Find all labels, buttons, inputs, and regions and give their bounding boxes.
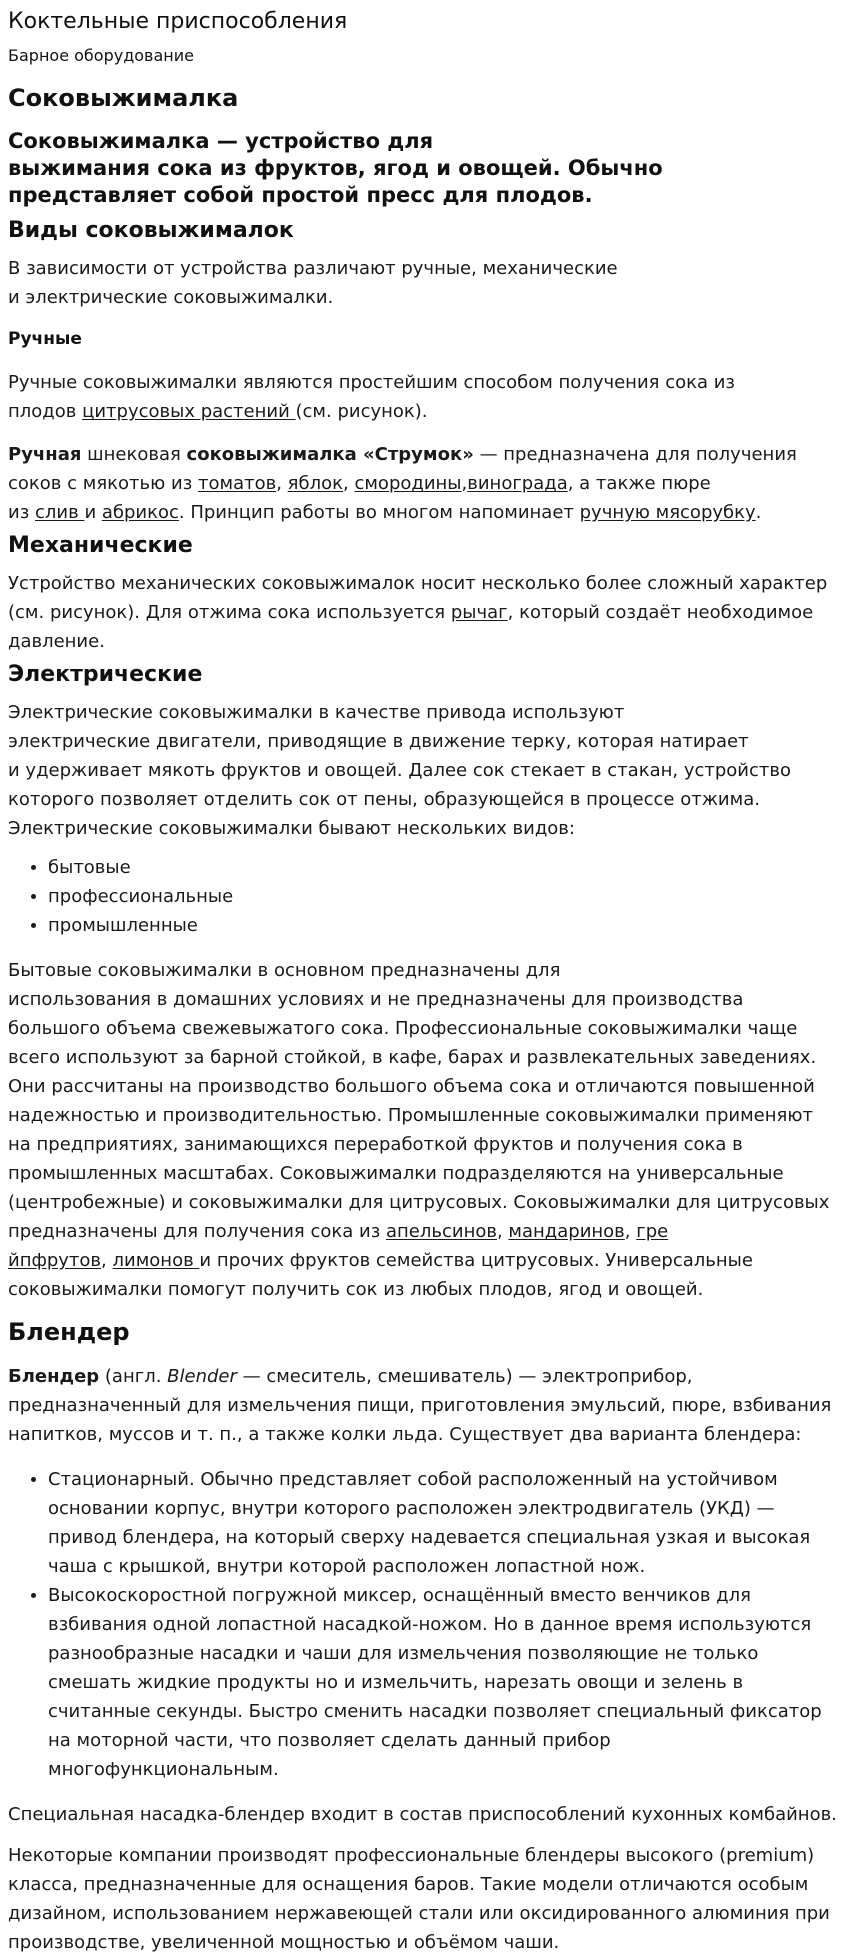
variant-2-line-2: взбивания одной лопастной насадкой-ножом. Но в данное время используются [48, 1614, 812, 1635]
variant-1-line-2: основании корпус, внутри которого расположен электродвигатель (УКД) — [48, 1498, 775, 1519]
details-line-9: (центробежные) и соковыжималки для цитрусовых. Соковыжималки для цитрусовых [8, 1192, 830, 1213]
electric-line-4: которого позволяет отделить сок от пены, образующейся в процессе отжима. [8, 789, 760, 810]
blender-intro-text-1: (англ. [99, 1366, 168, 1387]
mechanical-paragraph [8, 569, 839, 656]
manual-p2-text-2: — предназначена для получения [473, 444, 797, 465]
blender-english-term: Blender [167, 1366, 237, 1387]
blender-variants-list [8, 1465, 839, 1784]
premium-line-2: класса, предназначенные для оснащения баров. Такие модели отличаются особым [8, 1874, 809, 1895]
premium-line-1: Некоторые компании производят профессиональные блендеры высокого (premium) [8, 1845, 815, 1866]
manual-p2-text-4: , а также пюре [567, 473, 711, 494]
mechanical-line-3: давление. [8, 631, 105, 652]
details-line-11-b: и прочих фруктов семейства цитрусовых. Универсальные [199, 1250, 753, 1271]
manual-p2-comma-1: , [276, 473, 288, 494]
details-line-11-a: , [101, 1250, 113, 1271]
lever-link[interactable]: рычаг [450, 602, 508, 623]
manual-paragraph-1-text-a: Ручные соковыжималки являются простейшим способом получения сока из [8, 372, 736, 393]
juicer-types-heading: Виды соковыжималок [8, 218, 294, 243]
manual-paragraph-1-text-b: плодов [8, 401, 83, 422]
premium-line-4: производстве, увеличенной мощностью и объёмом чаши. [8, 1932, 560, 1953]
tomatoes-link[interactable]: томатов [198, 473, 277, 494]
juicer-lead-line-2: выжимания сока из фруктов, ягод и овощей. Обычно [8, 156, 663, 180]
manual-paragraph-1-text-c: (см. рисунок). [295, 401, 428, 422]
details-line-2: использования в домашних условиях и не предназначены для производства [8, 989, 744, 1010]
juicer-lead-line-1: Соковыжималка — устройство для [8, 129, 434, 153]
premium-paragraph [8, 1841, 839, 1957]
details-line-3: большого объема свежевыжатого сока. Профессиональные соковыжималки чаще [8, 1018, 798, 1039]
blender-intro-text-2: — смеситель, смешиватель) — электроприбор, [236, 1366, 693, 1387]
juicer-types-intro [8, 254, 839, 312]
variant-1-line-4: чаша с крышкой, внутри которой расположен лопастной нож. [48, 1556, 646, 1577]
manual-p2-text-7: . Принцип работы во многом напоминает [178, 502, 580, 523]
list-item: • промышленные [48, 911, 839, 940]
manual-bold-word: Ручная [8, 444, 82, 465]
juicer-lead-line-3: представляет собой простой пресс для плодов. [8, 183, 593, 207]
variant-2-line-5: считанные секунды. Быстро сменить насадки позволяет специальный фиксатор [48, 1701, 822, 1722]
details-line-10-a: предназначены для получения сока из [8, 1221, 386, 1242]
blender-intro-line-3: напитков, муссов и т. п., а также колки льда. Существует два варианта блендера: [8, 1424, 802, 1445]
mandarins-link[interactable]: мандаринов [508, 1221, 625, 1242]
variant-2-line-4: смешать жидкие продукты но и измельчить, нарезать овощи и зелень в [48, 1672, 744, 1693]
details-line-7: на предприятиях, занимающихся переработкой фруктов и получения сока в [8, 1134, 743, 1155]
electric-heading: Электрические [8, 662, 203, 687]
mechanical-line-2-a: (см. рисунок). Для отжима сока используется [8, 602, 451, 623]
site-title: Коктельные приспособления [8, 9, 348, 34]
mechanical-line-1: Устройство механических соковыжималок носит несколько более сложный характер [8, 573, 828, 594]
blender-intro-line-2: предназначенный для измельчения пищи, приготовления эмульсий, пюре, взбивания [8, 1395, 832, 1416]
citrus-plants-link[interactable]: цитрусовых растений [82, 401, 296, 422]
variant-2-line-1: Высокоскоростной погружной миксер, оснащённый вместо венчиков для [48, 1585, 751, 1606]
apples-link[interactable]: яблок [287, 473, 343, 494]
manual-p2-text-6: и [84, 502, 102, 523]
blender-title: Блендер [8, 1318, 130, 1346]
juicer-details-paragraph [8, 956, 839, 1304]
manual-p2-text-3: соков с мякотью из [8, 473, 198, 494]
list-item [48, 1581, 839, 1784]
juicer-lead [8, 128, 839, 209]
juicer-types-intro-line-2: и электрические соковыжималки. [8, 287, 334, 308]
grapes-link[interactable]: винограда [467, 473, 568, 494]
manual-paragraph-2 [8, 440, 839, 527]
lemons-link[interactable]: лимонов [112, 1250, 200, 1271]
electric-line-2: электрические двигатели, приводящие в движение терку, которая натирает [8, 731, 749, 752]
juicer-title: Соковыжималка [8, 84, 239, 112]
premium-line-3: дизайном, использованием нержавеющей стали или оксидированного алюминия при [8, 1903, 830, 1924]
variant-1-line-1: Стационарный. Обычно представляет собой расположенный на устойчивом [48, 1469, 778, 1490]
combine-paragraph: Специальная насадка-блендер входит в состав приспособлений кухонных комбайнов. [8, 1804, 837, 1825]
manual-paragraph-1 [8, 368, 839, 426]
grapefruit-link-part-2[interactable]: йпфрутов [8, 1250, 102, 1271]
manual-p2-text-8: . [755, 502, 762, 523]
variant-2-line-7: многофункциональным. [48, 1759, 279, 1780]
details-line-1: Бытовые соковыжималки в основном предназначены для [8, 960, 561, 981]
grapefruit-link-part-1[interactable]: гре [636, 1221, 669, 1242]
details-line-4: всего используют за барной стойкой, в кафе, барах и развлекательных заведениях. [8, 1047, 817, 1068]
oranges-link[interactable]: апельсинов [385, 1221, 497, 1242]
details-line-6: надежностью и производительностью. Промышленные соковыжималки применяют [8, 1105, 813, 1126]
details-line-12: соковыжималки помогут получить сок из любых плодов, ягод и овощей. [8, 1279, 704, 1300]
variant-1-line-3: привод блендера, на который сверху надевается специальная узкая и высокая [48, 1527, 811, 1548]
list-item [48, 1465, 839, 1581]
mechanical-line-2-b: , который создаёт необходимое [507, 602, 814, 623]
blender-intro [8, 1362, 839, 1449]
details-line-10-b: , [496, 1221, 509, 1242]
apricots-link[interactable]: абрикос [101, 502, 179, 523]
plums-link[interactable]: слив [35, 502, 85, 523]
site-subtitle: Барное оборудование [8, 46, 194, 65]
blender-bold-term: Блендер [8, 1366, 100, 1387]
variant-2-line-3: разнообразные насадки и чаши для измельчения позволяющие не только [48, 1643, 759, 1664]
list-item: • профессиональные [48, 882, 839, 911]
manual-heading: Ручные [8, 329, 82, 349]
manual-p2-text-1: шнековая [81, 444, 187, 465]
details-line-8: промышленных масштабах. Соковыжималки подразделяются на универсальные [8, 1163, 784, 1184]
electric-line-3: и удерживает мякоть фруктов и овощей. Далее сок стекает в стакан, устройство [8, 760, 791, 781]
manual-p2-comma-2: , [343, 473, 355, 494]
currants-link[interactable]: смородины [354, 473, 462, 494]
electric-line-5: Электрические соковыжималки бывают нескольких видов: [8, 818, 575, 839]
details-line-5: Они рассчитаны на производство большого объема сока и отличаются повышенной [8, 1076, 815, 1097]
variant-2-line-6: на моторной части, что позволяет сделать данный прибор [48, 1730, 611, 1751]
juicer-types-intro-line-1: В зависимости от устройства различают ручные, механические [8, 258, 618, 279]
manual-p2-comma-3: , [461, 473, 468, 494]
electric-line-1: Электрические соковыжималки в качестве привода используют [8, 702, 625, 723]
strumok-name: соковыжималка «Струмок» [186, 444, 474, 465]
electric-types-list [8, 853, 839, 940]
mechanical-heading: Механические [8, 533, 193, 558]
electric-paragraph [8, 698, 839, 843]
list-item: • бытовые [48, 853, 839, 882]
manual-p2-text-5: из [8, 502, 35, 523]
manual-mincer-link[interactable]: ручную мясорубку [579, 502, 756, 523]
details-line-10-c: , [624, 1221, 637, 1242]
